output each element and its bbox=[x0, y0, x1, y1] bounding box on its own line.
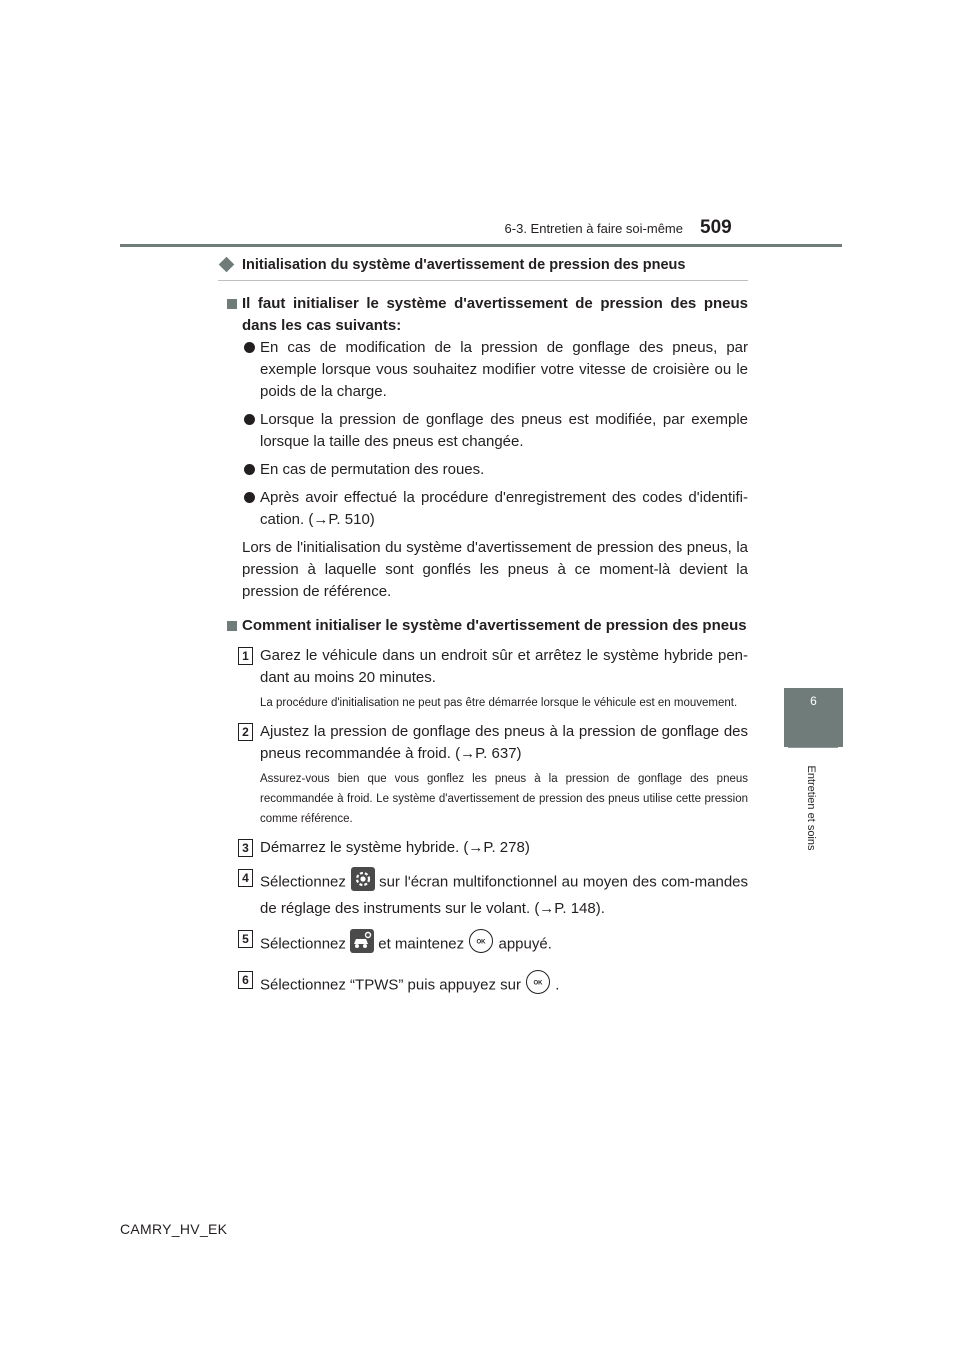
step-item: 3 Démarrez le système hybride. (→P. 278) bbox=[218, 837, 748, 859]
svg-text:OK: OK bbox=[476, 939, 486, 946]
diamond-bullet-icon bbox=[219, 257, 235, 273]
step-item: 5 Sélectionnez et maintenez OK appuyé. bbox=[218, 928, 748, 961]
step-number: 5 bbox=[238, 930, 253, 948]
model-code: CAMRY_HV_EK bbox=[120, 1221, 228, 1237]
paragraph: Lors de l'initialisation du système d'avertissement de pression des pneus, la pression à laquelle sont gonflés les pneus à ce moment-là devient la pression de référence. bbox=[242, 539, 748, 600]
page-number: 509 bbox=[700, 217, 732, 238]
bullet-dot-icon bbox=[244, 492, 255, 503]
step-number: 6 bbox=[238, 971, 253, 989]
subsection-heading-1: Il faut initialiser le système d'avertissement de pression des pneus dans les cas suivants: bbox=[218, 293, 748, 337]
side-divider bbox=[788, 747, 838, 748]
list-item: En cas de modification de la pression de gonflage des pneus, par exemple lorsque vous souhaitez modifier votre vitesse de croisière ou le poids de la charge. bbox=[218, 337, 748, 403]
list-item: Lorsque la pression de gonflage des pneus est modifiée, par exemple lorsque la taille des pneus est changée. bbox=[218, 409, 748, 453]
chapter-tab bbox=[784, 688, 843, 747]
chapter-number: 6 bbox=[810, 694, 817, 708]
header-section-title: 6-3. Entretien à faire soi-même bbox=[504, 221, 683, 236]
step-item: 1 Garez le véhicule dans un endroit sûr et arrêtez le système hybride pen-dant au moins 20 minutes. bbox=[218, 645, 748, 689]
square-bullet-icon bbox=[227, 621, 237, 631]
square-bullet-icon bbox=[227, 299, 237, 309]
settings-gear-icon bbox=[351, 867, 375, 898]
step-note: Assurez-vous bien que vous gonflez les pneus à la pression de gonflage des pneus recommandée à froid. Le système d'avertissement de pression des pneus utilise cette pression comme référence. bbox=[260, 773, 748, 825]
section-heading-text: Initialisation du système d'avertissement de pression des pneus bbox=[242, 257, 686, 273]
list-item: Après avoir effectué la procédure d'enregistrement des codes d'identifi-cation. (→P. 510) bbox=[218, 487, 748, 531]
step-item: 4 Sélectionnez sur l'écran multifonctionnel au moyen des com-mandes de réglage des instruments sur le volant. (→P. 148). bbox=[218, 867, 748, 920]
ok-button-icon bbox=[468, 928, 494, 961]
step-item: 2 Ajustez la pression de gonflage des pneus à la pression de gonflage des pneus recommandée à froid. (→P. 637) bbox=[218, 721, 748, 765]
bullet-dot-icon bbox=[244, 414, 255, 425]
svg-text:OK: OK bbox=[533, 980, 543, 987]
subsection-heading-2: Comment initialiser le système d'avertissement de pression des pneus bbox=[218, 615, 748, 637]
step-item: 6 Sélectionnez “TPWS” puis appuyez sur OK . bbox=[218, 969, 748, 1002]
header-divider bbox=[120, 244, 842, 247]
chapter-label: Entretien et soins bbox=[805, 765, 817, 851]
step-number: 1 bbox=[238, 647, 253, 665]
step-number: 4 bbox=[238, 869, 253, 887]
vehicle-settings-icon bbox=[350, 929, 374, 960]
section-heading bbox=[218, 254, 748, 281]
bullet-dot-icon bbox=[244, 464, 255, 475]
step-note: La procédure d'initialisation ne peut pas être démarrée lorsque le véhicule est en mouvement. bbox=[260, 697, 738, 709]
step-number: 2 bbox=[238, 723, 253, 741]
bullet-dot-icon bbox=[244, 342, 255, 353]
step-number: 3 bbox=[238, 839, 253, 857]
page-content bbox=[218, 254, 748, 1002]
ok-button-icon bbox=[525, 969, 551, 1002]
list-item: En cas de permutation des roues. bbox=[218, 459, 748, 481]
